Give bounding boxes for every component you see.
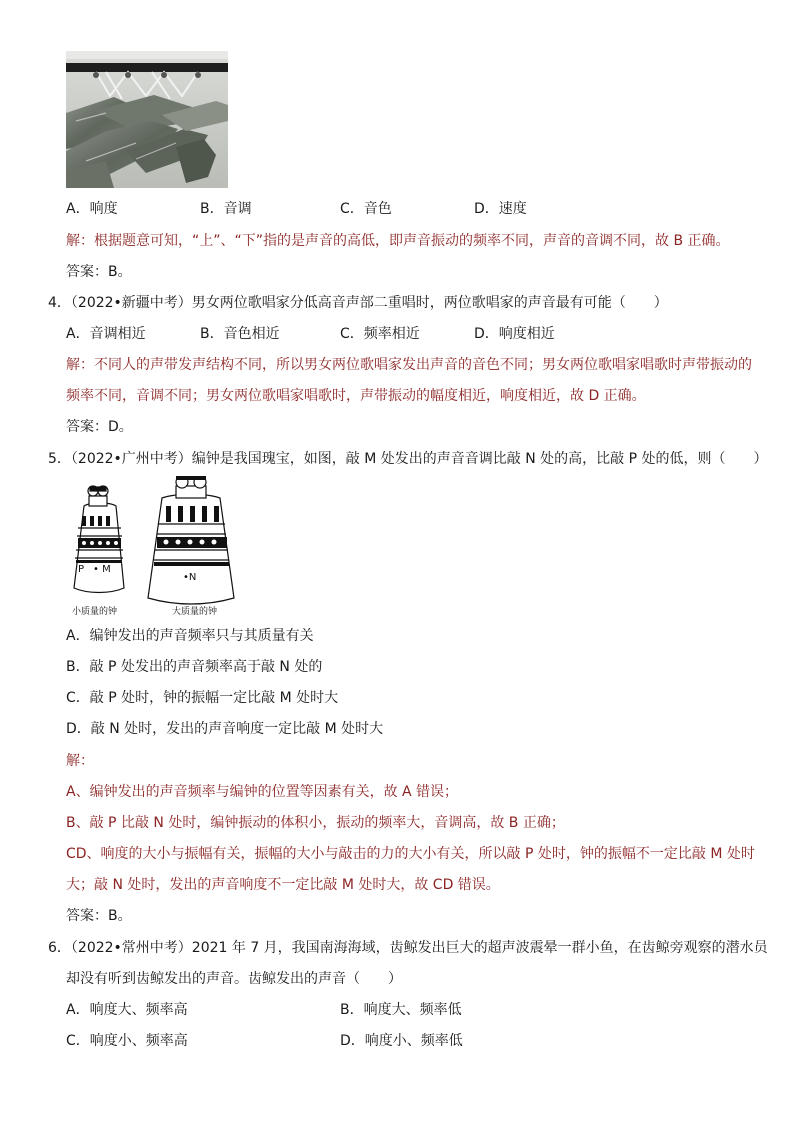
q4-answer: 答案：D。 — [66, 419, 133, 435]
q6-stem-line-1: 6．（2022•常州中考）2021 年 7 月，我国南海海域，齿鲸发出巨大的超声波震晕一群小鱼，在齿鲸旁观察的潜水员 — [48, 940, 768, 956]
label-n: •N — [183, 572, 197, 583]
q4-solution-line-2: 频率不同，音调不同；男女两位歌唱家唱歌时，声带振动的幅度相近，响度相近，故 D 正确。 — [66, 388, 646, 404]
q5-solution-line-1: A、编钟发出的声音频率与编钟的位置等因素有关，故 A 错误； — [66, 784, 459, 800]
q5-solution-line-3: CD、响度的大小与振幅有关，振幅的大小与敲击的力的大小有关，所以敲 P 处时，钟的振幅不一定比敲 M 处时 — [66, 846, 755, 862]
q5-solution-line-2: B、敲 P 比敲 N 处时，编钟振动的体积小，振动的频率大，音调高，故 B 正确； — [66, 815, 565, 831]
q4-option-d: D．响度相近 — [474, 326, 555, 342]
label-p: P — [78, 564, 85, 575]
small-bell-caption: 小质量的钟 — [72, 607, 118, 617]
q4-option-b: B．音色相近 — [200, 326, 280, 342]
q5-option-a: A．编钟发出的声音频率只与其质量有关 — [66, 628, 314, 644]
q4-option-a: A．音调相近 — [66, 326, 146, 342]
q4-solution-line-1: 解：不同人的声带发声结构不同，所以男女两位歌唱家发出声音的音色不同；男女两位歌唱家唱歌时声带振动的 — [66, 357, 752, 373]
q6-option-c: C．响度小、频率高 — [66, 1033, 188, 1049]
large-bell-caption: 大质量的钟 — [172, 607, 218, 617]
q6-option-a: A．响度大、频率高 — [66, 1002, 188, 1018]
q5-option-b: B．敲 P 处发出的声音频率高于敲 N 处的 — [66, 659, 323, 675]
q5-answer: 答案：B。 — [66, 908, 132, 924]
chime-stones-photo — [66, 51, 228, 188]
q3-answer: 答案：B。 — [66, 264, 132, 280]
q6-option-d: D．响度小、频率低 — [340, 1033, 463, 1049]
bianzhong-figure — [66, 476, 246, 618]
q5-option-d: D．敲 N 处时，发出的声音响度一定比敲 M 处时大 — [66, 721, 384, 737]
q5-option-c: C．敲 P 处时，钟的振幅一定比敲 M 处时大 — [66, 690, 339, 706]
q3-option-a: A．响度 — [66, 201, 118, 217]
q4-stem: 4．（2022•新疆中考）男女两位歌唱家分低高音声部二重唱时，两位歌唱家的声音最有可能（ ） — [48, 295, 668, 311]
q3-option-d: D．速度 — [474, 201, 527, 217]
q3-option-c: C．音色 — [340, 201, 392, 217]
label-m: • M — [93, 564, 111, 575]
q3-solution: 解：根据题意可知，“上”、“下”指的是声音的高低，即声音振动的频率不同，声音的音调不同，故 B 正确。 — [66, 233, 730, 249]
q6-stem-line-2: 却没有听到齿鲸发出的声音。齿鲸发出的声音（ ） — [66, 971, 402, 987]
q5-stem: 5．（2022•广州中考）编钟是我国瑰宝，如图，敲 M 处发出的声音音调比敲 N 处的高，比敲 P 处的低，则（ ） — [48, 451, 768, 467]
q6-option-b: B．响度大、频率低 — [340, 1002, 462, 1018]
q5-solution-head: 解： — [66, 753, 94, 769]
q3-option-b: B．音调 — [200, 201, 252, 217]
q5-solution-line-4: 大；敲 N 处时，发出的声音响度不一定比敲 M 处时大，故 CD 错误。 — [66, 877, 500, 893]
q4-option-c: C．频率相近 — [340, 326, 420, 342]
